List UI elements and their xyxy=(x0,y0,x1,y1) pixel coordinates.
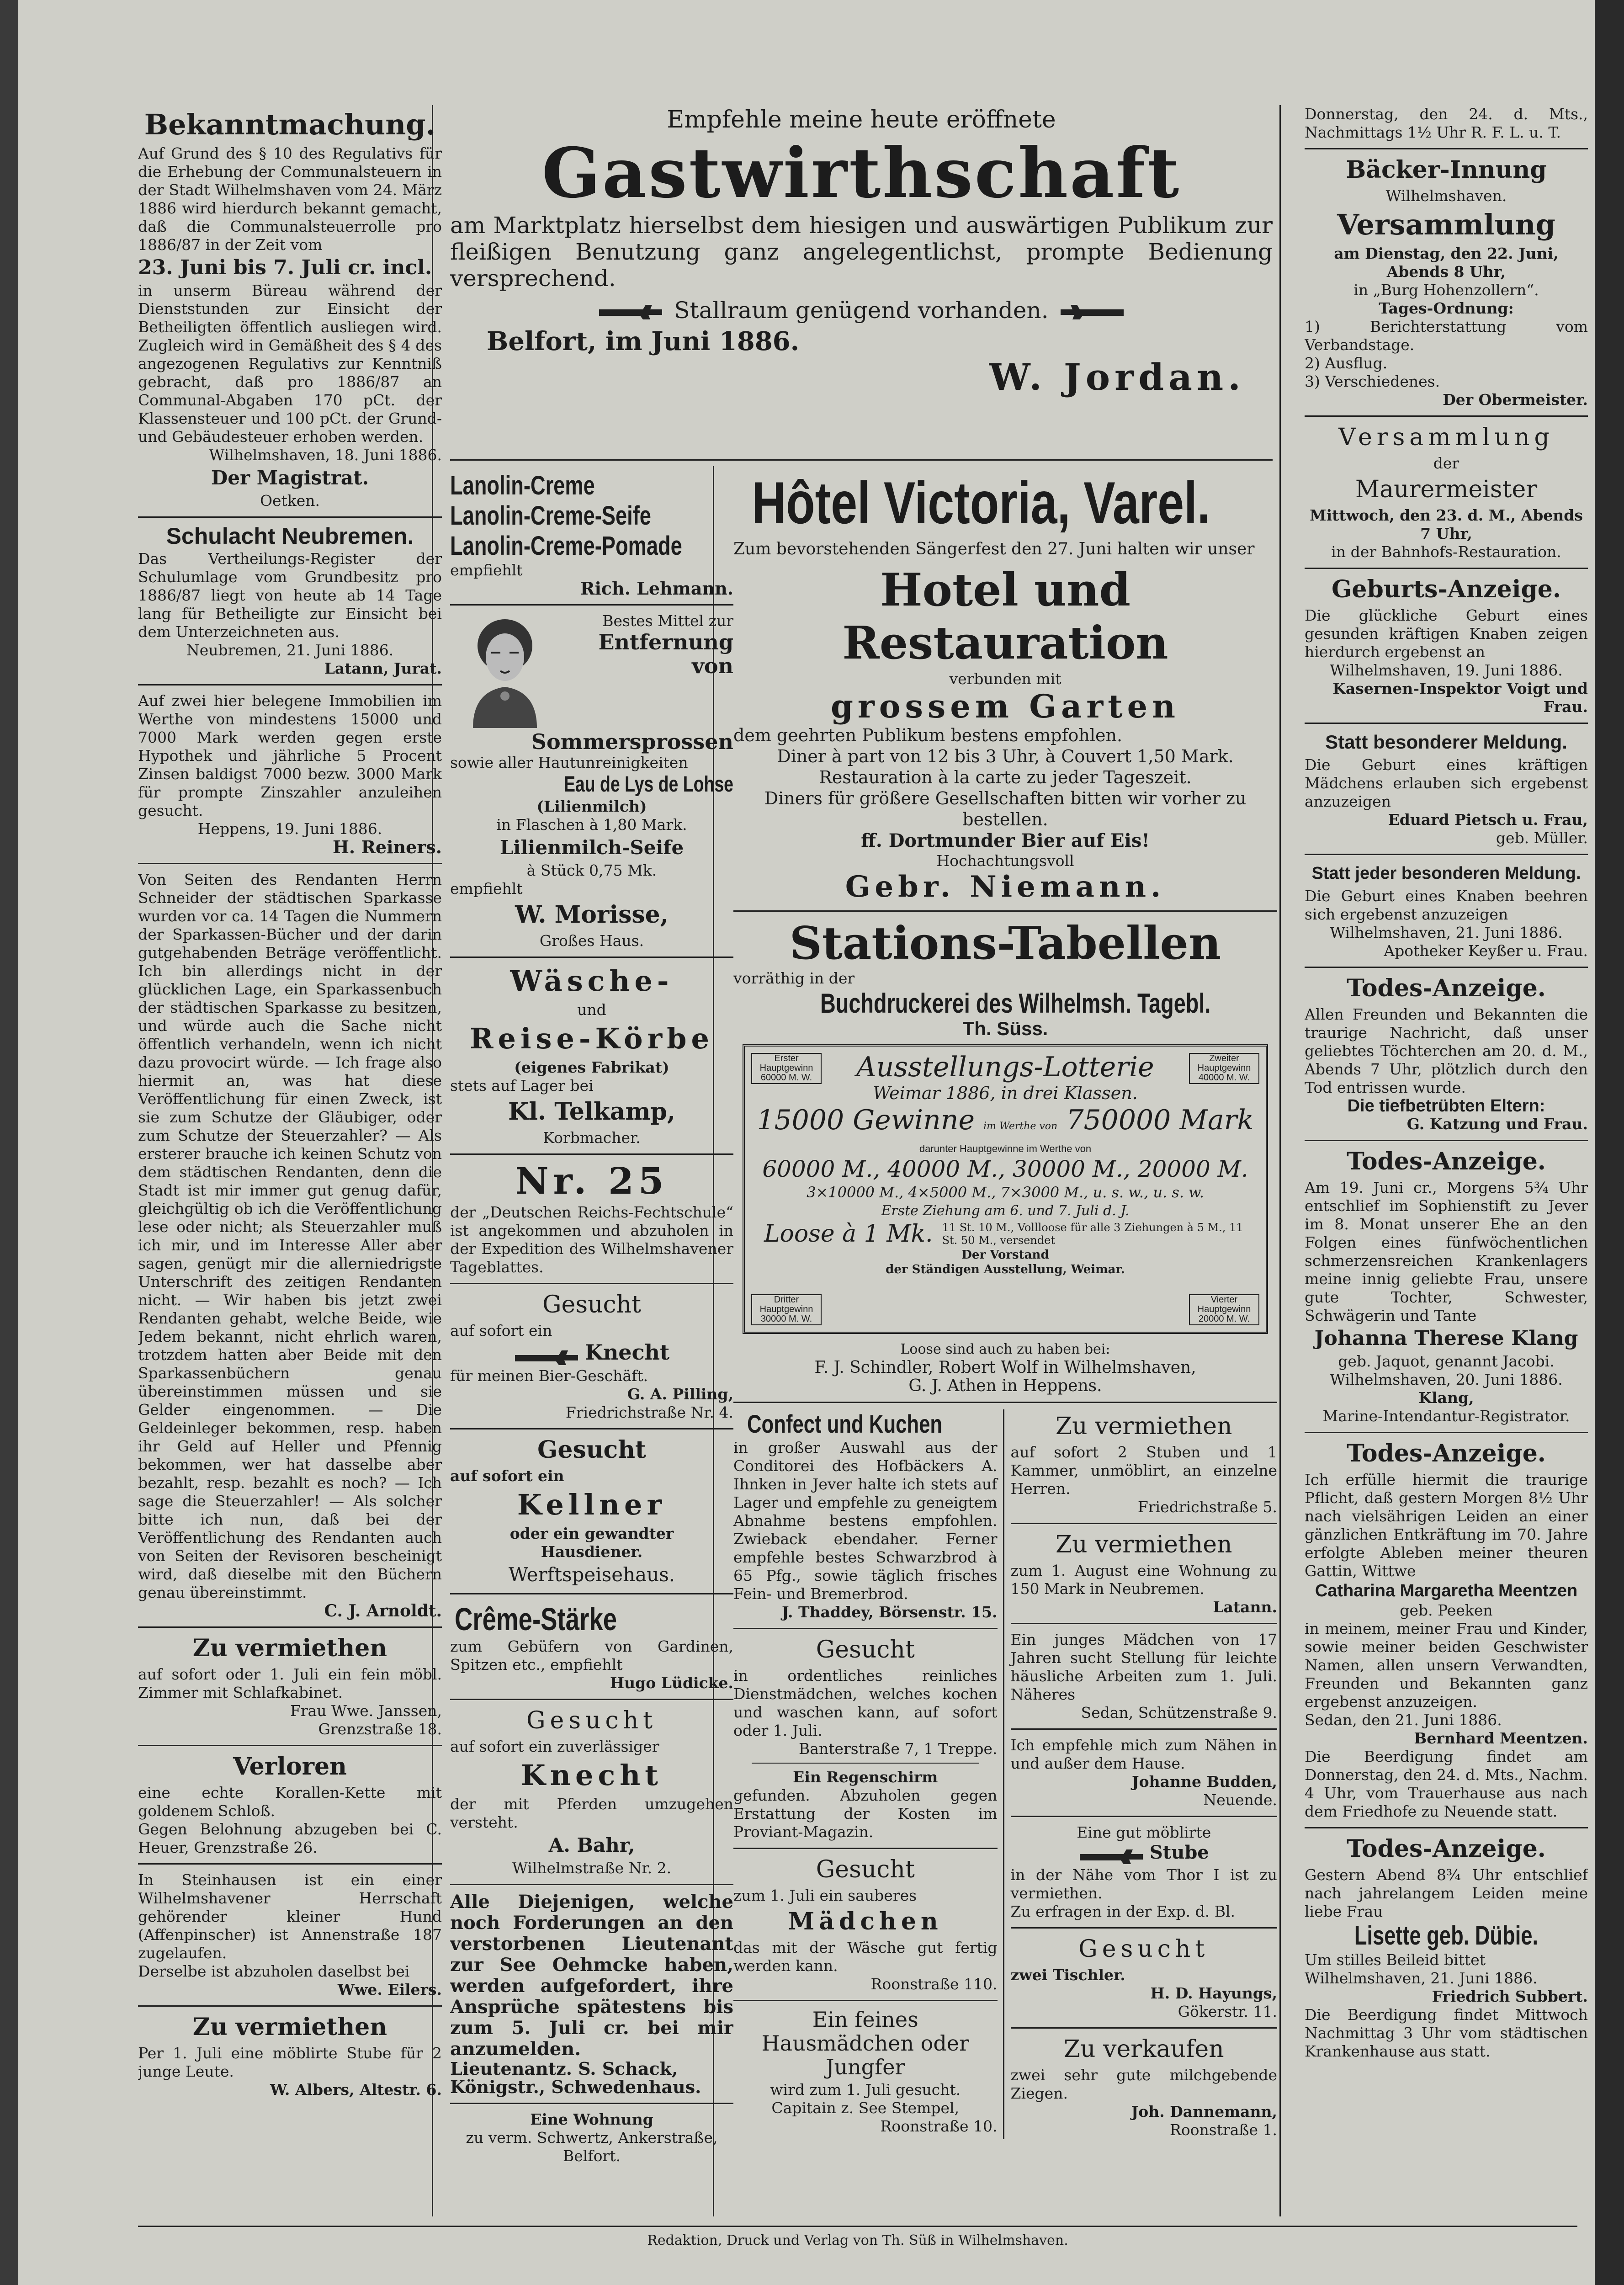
column-3-left xyxy=(733,1409,1004,2139)
gesucht-5-address: Roonstraße 110. xyxy=(870,1975,998,1993)
divider xyxy=(450,459,1273,461)
divider xyxy=(450,957,733,958)
hotel-restauration-title: Hotel und Restauration xyxy=(842,564,1168,670)
hund-text-2: Derselbe ist abzuholen daselbst bei xyxy=(138,1962,410,1980)
hauptgewinn-2-badge: Zweiter Hauptgewinn 40000 M. W. xyxy=(1189,1053,1259,1084)
todes-anzeige-1-signature: Die tiefbetrübten Eltern: xyxy=(1347,1096,1545,1116)
buchdruckerei: Buchdruckerei des Wilhelmsh. Tagebl. xyxy=(820,988,1211,1019)
loose-seller: F. J. Schindler, Robert Wolf in Wilhelmshaven, xyxy=(814,1358,1196,1377)
lanolin-empfiehlt: empfiehlt xyxy=(450,561,523,579)
tages-ordnung: Tages-Ordnung: xyxy=(1379,299,1514,317)
todes-anzeige-4-place: Wilhelmshaven, 21. Juni 1886. xyxy=(1305,1969,1538,1987)
obermeister-signature: Der Obermeister. xyxy=(1443,391,1588,409)
sparkasse-signature: C. J. Arnoldt. xyxy=(324,1601,442,1621)
werftspeisehaus: Werftspeisehaus. xyxy=(508,1563,675,1586)
divider xyxy=(1011,1816,1277,1817)
hotel-text-2: dem geehrten Publikum bestens empfohlen. xyxy=(733,725,1123,745)
maedchen: Mädchen xyxy=(788,1908,943,1935)
keysser-signature: Apotheker Keyßer u. Frau. xyxy=(1384,942,1588,960)
lotterie-ziehung: Erste Ziehung am 6. und 7. Juli d. J. xyxy=(881,1203,1130,1219)
gesucht-6-title: Gesucht xyxy=(1078,1935,1210,1963)
morisse-signature: W. Morisse, xyxy=(515,901,669,929)
statt-besonderer-meldung-text: Die Geburt eines kräftigen Mädchens erlauben sich ergebenst anzuzeigen xyxy=(1305,756,1588,810)
divider xyxy=(1305,1827,1588,1828)
morisse-address: Großes Haus. xyxy=(539,932,644,950)
zu-vermiethen-3-title: Zu vermiethen xyxy=(1056,1413,1232,1440)
eigenes-fabrikat: (eigenes Fabrikat) xyxy=(514,1058,669,1076)
divider xyxy=(1305,415,1588,417)
todes-anzeige-3-text-3: Die Beerdigung findet am Donnerstag, den 24. d. Mts., Nachm. 4 Uhr, vom Trauerhause aus nach dem Friedhofe zu Neuende statt. xyxy=(1305,1748,1588,1820)
verloren-title: Verloren xyxy=(233,1753,347,1780)
verloren-text: eine echte Korallen-Kette mit goldenem Schloß. xyxy=(138,1784,442,1820)
naehen-text: Ich empfehle mich zum Nähen in und außer dem Hause. xyxy=(1010,1736,1277,1772)
diner-text: Diner à part von 12 bis 3 Uhr, à Couvert 1,50 Mark. xyxy=(777,746,1234,766)
junges-maedchen-address: Sedan, Schützenstraße 9. xyxy=(1081,1704,1277,1722)
pointing-hand-icon xyxy=(514,1349,583,1367)
gesucht-6-address: Gökerstr. 11. xyxy=(1178,2002,1277,2020)
donnerstag-text: Donnerstag, den 24. d. Mts., Nachmittags 1½ Uhr R. F. L. u. T. xyxy=(1305,105,1588,141)
loose-seller-2: G. J. Athen in Heppens. xyxy=(908,1376,1102,1395)
zu-vermiethen-text: auf sofort oder 1. Juli ein fein möbl. Zimmer mit Schlafkabinet. xyxy=(138,1665,442,1701)
divider xyxy=(1011,1927,1277,1929)
seife-empfiehlt: empfiehlt xyxy=(450,880,523,898)
geburts-anzeige-signature: Kasernen-Inspektor Voigt und Frau. xyxy=(1332,680,1588,716)
stube-line xyxy=(1011,1842,1277,1866)
nr25-title: Nr. 25 xyxy=(515,1159,669,1202)
todes-anzeige-4-title: Todes-Anzeige. xyxy=(1347,1835,1546,1863)
hochachtungsvoll: Hochachtungsvoll xyxy=(936,852,1074,870)
hypothek-signature: H. Reiners. xyxy=(332,837,442,857)
lotterie-hauptgewinne: 60000 M., 40000 M., 30000 M., 20000 M. xyxy=(762,1156,1248,1182)
divider xyxy=(1305,854,1588,855)
divider xyxy=(1305,1432,1588,1433)
sparkasse-text: Von Seiten des Rendanten Herrn Schneider der städtischen Sparkasse wurden vor ca. 14 Tagen die Nummern der Sparkassen-Bücher und der darin gutgehabenden Beträge veröffentlicht. Ich bin allerdings nicht in der glücklichen Lage, ein Sparkassenbuch der städtischen Sparkasse zu besitzen, und würde auch die Sache nicht öffentlich verhandeln, wenn ich nicht dazu provocirt würde. — Ich frage also hiermit an, was hat diese Veröffentlichung für einen Zweck, ist sie zum Schutze der Gläubiger, oder zum Schutze der Steuerzahler? — Als ersterer brauche ich keinen Schutz von dem städtischen Rendanten, denn die Stadt ist mir immer gut genug dafür, gleichgültig ob ich die Veröffentlichung lese oder nicht; als Steuerzahler muß ich mir, und im Interesse Aller aber sagen, genügt mir die allerniedrigste Unterschrift des zeitigen Rendanten nicht. — Wir haben bis jetzt zwei Rendanten gehabt, welche Beide, wie Jedem bekannt, nicht ehrlich waren, trotzdem hatten aber Beide mit den Sparkassenbüchern genau übereinstimmen müssen und sie Gelder eingenommen. — Die Geldeinleger bekommen, resp. haben ihr Geld auf Heller und Pfennig bekommen, wer hat dasselbe aber bezahlt, resp. bezahlt es noch? — Ich sage die Steuerzahler! — Als solcher bitte ich nun, daß bei der Veröffentlichung des Rendanten auch von Seiten der Revisoren bescheinigt wird, daß dieselbe mit den Büchern genau übereinstimmt. xyxy=(138,871,442,1601)
geburts-anzeige-text: Die glückliche Geburt eines gesunden kräftigen Knaben zeigen hierdurch ergebenst an xyxy=(1305,606,1588,661)
zu-verkaufen-signature: Joh. Dannemann, xyxy=(1131,2102,1277,2120)
regenschirm-text: gefunden. Abzuholen gegen Erstattung der Kosten im Proviant-Magazin. xyxy=(733,1786,998,1841)
todes-anzeige-1-title: Todes-Anzeige. xyxy=(1347,974,1546,1002)
niemann-signature: Gebr. Niemann. xyxy=(845,870,1166,904)
divider xyxy=(1011,1623,1277,1624)
seife-price: à Stück 0,75 Mk. xyxy=(526,861,657,879)
lotterie-vorstand-2: der Ständigen Ausstellung, Weimar. xyxy=(886,1263,1125,1276)
column-3 xyxy=(733,471,1277,2221)
hautunreinigkeiten: sowie aller Hautunreinigkeiten xyxy=(450,754,688,771)
bahr-signature: A. Bahr, xyxy=(548,1833,635,1856)
versammlung-der: der xyxy=(1433,454,1459,472)
grossem-garten: grossem Garten xyxy=(830,687,1180,725)
divider xyxy=(1305,148,1588,149)
divider xyxy=(138,684,442,686)
divider xyxy=(1011,1523,1277,1524)
pointing-hand-left-icon xyxy=(1056,303,1125,321)
gesucht-6-text: zwei Tischler. xyxy=(1010,1966,1125,1984)
lotterie-box xyxy=(743,1044,1268,1334)
gesucht-1-title: Gesucht xyxy=(542,1291,641,1318)
lotterie-vorstand: Der Vorstand xyxy=(961,1248,1049,1262)
kellner: Kellner xyxy=(517,1488,667,1521)
confect-text: in großer Auswahl aus der Conditorei des Hofbäckers A. Ihnken in Jever halte ich stets auf Lager und empfehle zu geneigtem Abnahme bestens empfohlen. Zwieback ebendaher. Ferner empfehle bestes Schwarzbrod à 65 Pfg., sowie täglich frisches Fein- und Bremerbrod. xyxy=(733,1439,998,1603)
naehen-signature: Johanne Budden, xyxy=(1132,1773,1277,1791)
divider xyxy=(1305,723,1588,724)
stallraum-line xyxy=(450,294,1273,326)
geburts-anzeige-title: Geburts-Anzeige. xyxy=(1332,575,1561,603)
stube-text-3: Zu erfragen in der Exp. d. Bl. xyxy=(1010,1902,1235,1920)
magistrat-name: Oetken. xyxy=(260,492,320,510)
gesucht-5-text-2: das mit der Wäsche gut fertig werden kann. xyxy=(733,1939,998,1975)
korbmacher: Korbmacher. xyxy=(543,1129,641,1147)
todes-anzeige-4-text-3: Die Beerdigung findet Mittwoch Nachmittag 3 Uhr vom städtischen Krankenhause aus statt. xyxy=(1305,2006,1588,2060)
klang-signature: Klang, xyxy=(1418,1389,1474,1407)
knecht-line xyxy=(450,1340,733,1367)
zu-vermiethen-4-signature: Latann. xyxy=(1213,1598,1277,1616)
hausmaedchen-signature: Capitain z. See Stempel, xyxy=(771,2099,960,2117)
lotterie-weimar: Weimar 1886, in drei Klassen. xyxy=(873,1083,1138,1103)
divider xyxy=(450,1283,733,1284)
versammlung-title: Versammlung xyxy=(1337,208,1555,241)
gesucht-1-text: auf sofort ein xyxy=(450,1322,552,1339)
gesucht-5-title: Gesucht xyxy=(816,1856,915,1883)
creme-staerke: Crême-Stärke xyxy=(455,1601,617,1637)
hausdiener: Hausdiener. xyxy=(541,1542,643,1561)
bekanntmachung-date: 23. Juni bis 7. Juli cr. incl. xyxy=(138,256,432,279)
schulacht-title: Schulacht Neubremen. xyxy=(166,523,414,549)
lotterie-im-werthe: im Werthe von xyxy=(983,1121,1058,1132)
lotterie-darunter: darunter Hauptgewinne im Werthe von xyxy=(919,1143,1092,1154)
gastwirthschaft-text: am Marktplatz hierselbst dem hiesigen und auswärtigen Publikum zur fleißigen Benutzung ganz angelegentlichst, prompte Bedienung versprechend. xyxy=(450,212,1273,292)
divider xyxy=(733,1402,1277,1403)
bekanntmachung-place: Wilhelmshaven, 18. Juni 1886. xyxy=(209,446,442,464)
zu-vermiethen-2-signature: W. Albers, Altestr. 6. xyxy=(270,2081,442,2099)
gesucht-1-signature: G. A. Pilling, xyxy=(627,1385,733,1403)
column-4 xyxy=(1305,105,1588,2221)
pietsch-signature-2: geb. Müller. xyxy=(1496,829,1588,847)
todes-anzeige-3-text-2: in meinem, meiner Frau und Kinder, sowie meiner beiden Geschwister Namen, allen unsern Verwandten, Freunden und Bekannten ganz ergebenst anzuzeigen. xyxy=(1305,1620,1588,1711)
gesucht-4-text: in ordentliches reinliches Dienstmädchen, welches kochen und waschen kann, auf sofort oder 1. Juli. xyxy=(733,1667,998,1739)
knecht-1: Knecht xyxy=(584,1340,670,1365)
geburts-anzeige-place: Wilhelmshaven, 19. Juni 1886. xyxy=(1330,661,1563,679)
lanolin-creme: Lanolin-Creme xyxy=(450,471,595,500)
hund-text: In Steinhausen ist ein einer Wilhelmshavener Herrschaft gehörender kleiner Hund (Affenpinscher) ist Annenstraße 187 zugelaufen. xyxy=(138,1871,442,1962)
zu-vermiethen-address: Grenzstraße 18. xyxy=(318,1720,442,1738)
meentzen-name: Catharina Margaretha Meentzen xyxy=(1315,1581,1578,1600)
pointing-hand-icon xyxy=(1079,1848,1147,1866)
divider xyxy=(733,1848,998,1849)
creme-signature: Hugo Lüdicke. xyxy=(610,1674,733,1692)
gesucht-1-address: Friedrichstraße Nr. 4. xyxy=(565,1403,733,1421)
divider xyxy=(138,863,442,864)
statt-jeder-meldung-title: Statt jeder besonderen Meldung. xyxy=(1311,864,1581,883)
pietsch-signature: Eduard Pietsch u. Frau, xyxy=(1388,811,1588,829)
divider xyxy=(138,516,442,518)
wohnung-text: zu verm. Schwertz, Ankerstraße, Belfort. xyxy=(466,2128,718,2165)
gesucht-3-title: Gesucht xyxy=(526,1706,657,1734)
gastwirthschaft-intro: Empfehle meine heute eröffnete xyxy=(667,106,1056,133)
divider xyxy=(1305,967,1588,968)
divider xyxy=(450,1593,733,1594)
divider xyxy=(733,1628,998,1629)
footer-imprint: Redaktion, Druck und Verlag von Th. Süß in Wilhelmshaven. xyxy=(647,2232,1068,2248)
versammlung-text-2: in „Burg Hohenzollern“. xyxy=(1353,281,1539,299)
klang-name-2: geb. Jaquot, genannt Jacobi. xyxy=(1338,1352,1555,1370)
waesche-title: Wäsche- xyxy=(510,964,674,998)
lotterie-vollloose: 11 St. 10 M., Vollloose für alle 3 Ziehungen à 5 M., 11 St. 50 M., versendet xyxy=(942,1221,1243,1247)
alle-diejenigen-text: Alle Diejenigen, welche noch Forderungen an den verstorbenen Lieutenant zur See Oehmcke haben, werden aufgefordert, ihre Ansprüche spätestens bis zum 5. Juli cr. bei mir anzumelden. xyxy=(450,1891,733,2060)
divider xyxy=(138,1626,442,1628)
versammlung-2-title: Versammlung xyxy=(1338,424,1554,451)
telkamp-signature: Kl. Telkamp, xyxy=(508,1098,675,1126)
stube: Stube xyxy=(1149,1842,1209,1863)
column-1 xyxy=(138,105,442,2221)
stube-text-2: in der Nähe vom Thor I ist zu vermiethen. xyxy=(1010,1865,1277,1902)
creme-text: zum Gebüfern von Gardinen, Spitzen etc., empfiehlt xyxy=(450,1637,733,1674)
statt-jeder-meldung-text: Die Geburt eines Knaben beehren sich ergebenst anzuzeigen xyxy=(1305,887,1588,923)
hypothek-place: Heppens, 19. Juni 1886. xyxy=(197,820,382,838)
zu-vermiethen-signature: Frau Wwe. Janssen, xyxy=(290,1702,442,1720)
zu-vermiethen-4-title: Zu vermiethen xyxy=(1056,1531,1232,1558)
tages-ordnung-1: 1) Berichterstattung vom Verbandstage. xyxy=(1305,318,1588,354)
jordan-signature: W. Jordan. xyxy=(989,356,1245,399)
todes-anzeige-2-place: Wilhelmshaven, 20. Juni 1886. xyxy=(1330,1371,1563,1388)
divider xyxy=(1011,2027,1277,2029)
hauptgewinn-3-badge: Dritter Hauptgewinn 30000 M. W. xyxy=(751,1294,822,1325)
todes-anzeige-1-signature-2: G. Katzung und Frau. xyxy=(1406,1115,1588,1133)
footer-rule xyxy=(138,2226,1577,2227)
zu-verkaufen-address: Roonstraße 1. xyxy=(1169,2120,1277,2139)
lotterie-gewinne xyxy=(750,1104,1260,1142)
lotterie-loose: Loose à 1 Mk. xyxy=(764,1220,933,1248)
regenschirm-title: Ein Regenschirm xyxy=(793,1768,938,1786)
lotterie-title: Ausstellungs-Lotterie xyxy=(856,1051,1154,1083)
confect-signature: J. Thaddey, Börsenstr. 15. xyxy=(782,1603,998,1621)
gesucht-3-text: auf sofort ein zuverlässiger xyxy=(450,1737,659,1755)
divider xyxy=(138,1745,442,1746)
loose-zu-haben: Loose sind auch zu haben bei: xyxy=(900,1341,1110,1357)
klang-signature-2: Marine-Intendantur-Registrator. xyxy=(1322,1407,1570,1425)
hund-signature: Wwe. Eilers. xyxy=(337,1981,442,1998)
gesucht-2-title: Gesucht xyxy=(537,1435,647,1464)
lotterie-kleine-gewinne: 3×10000 M., 4×5000 M., 7×3000 M., u. s. w., u. s. w. xyxy=(807,1184,1204,1201)
magistrat-signature: Der Magistrat. xyxy=(211,467,369,489)
schulacht-signature: Latann, Jurat. xyxy=(324,659,442,677)
naehen-address: Neuende. xyxy=(1203,1791,1277,1809)
hotel-text: Zum bevorstehenden Sängerfest den 27. Juni halten wir unser xyxy=(733,540,1255,558)
maurermeister-text: Mittwoch, den 23. d. M., Abends 7 Uhr, xyxy=(1310,506,1583,542)
gesucht-5-text: zum 1. Juli ein sauberes xyxy=(733,1886,917,1904)
verbunden-mit: verbunden mit xyxy=(949,670,1061,688)
divider xyxy=(1305,568,1588,569)
gesucht-1-text-2: für meinen Bier-Geschäft. xyxy=(450,1366,648,1385)
lilienmilch-seife: Lilienmilch-Seife xyxy=(499,836,684,859)
divider xyxy=(450,1884,733,1885)
lanolin-creme-pomade: Lanolin-Creme-Pomade xyxy=(450,531,682,561)
lanolin-signature: Rich. Lehmann. xyxy=(580,578,733,599)
divider xyxy=(450,1153,733,1155)
hausmaedchen-address: Roonstraße 10. xyxy=(880,2117,998,2135)
subbert-signature: Friedrich Subbert. xyxy=(1432,1987,1588,2005)
zu-verkaufen-text: zwei sehr gute milchgebende Ziegen. xyxy=(1010,2066,1277,2102)
column-3-right xyxy=(1004,1409,1277,2139)
stations-tabellen-title: Stations-Tabellen xyxy=(789,917,1221,970)
gesucht-4-title: Gesucht xyxy=(816,1636,915,1663)
column-2 xyxy=(450,471,733,2221)
eau-price: in Flaschen à 1,80 Mark. xyxy=(496,816,687,834)
junges-maedchen-text: Ein junges Mädchen von 17 Jahren sucht Stellung für leichte häusliche Arbeiten zum 1. Juli. Näheres xyxy=(1010,1631,1277,1703)
lotterie-mark: 750000 Mark xyxy=(1066,1104,1254,1136)
statt-besonderer-meldung-title: Statt besonderer Meldung. xyxy=(1325,731,1567,753)
hausmaedchen-title: Ein feines Hausmädchen oder Jungfer xyxy=(761,2007,969,2079)
gesucht-6-signature: H. D. Hayungs, xyxy=(1150,1984,1277,2002)
reisekoerbe-title: Reise-Körbe xyxy=(470,1022,714,1055)
wohnung-title: Eine Wohnung xyxy=(530,2110,653,2128)
gastwirthschaft-title: Gastwirthschaft xyxy=(541,133,1181,213)
divider xyxy=(733,2000,998,2001)
tages-ordnung-2: 2) Ausflug. xyxy=(1305,354,1388,372)
bekanntmachung-text: Auf Grund des § 10 des Regulativs für die Erhebung der Communalsteuern in der Stadt Wilhelmshaven vom 24. März 1886 wird hierdurch bekannt gemacht, daß die Communalsteuerrolle pro 1886/87 in der Zeit vom xyxy=(138,144,442,254)
meentzen-name-2: geb. Peeken xyxy=(1400,1601,1493,1619)
nr25-text: der „Deutschen Reichs-Fechtschule“ ist angekommen und abzuholen in der Expedition des Wilhelmshavener Tageblattes. xyxy=(450,1203,733,1276)
baecker-innung-title: Bäcker-Innung xyxy=(1346,156,1547,184)
divider xyxy=(733,910,1277,912)
diners-text: Diners für größere Gesellschaften bitten wir vorher zu bestellen. xyxy=(764,788,1247,829)
bahr-address: Wilhelmstraße Nr. 2. xyxy=(512,1859,672,1877)
suess: Th. Süss. xyxy=(962,1018,1048,1039)
todes-anzeige-3-title: Todes-Anzeige. xyxy=(1347,1440,1546,1467)
maurermeister-title: Maurermeister xyxy=(1355,476,1538,503)
stallraum-text: Stallraum genügend vorhanden. xyxy=(674,297,1049,324)
woman-portrait-icon xyxy=(464,614,546,728)
stations-text: vorräthig in der xyxy=(733,969,855,987)
schack-signature: Lieutenantz. S. Schack, xyxy=(450,2058,678,2079)
stube-text: Eine gut möblirte xyxy=(1077,1823,1211,1841)
bekanntmachung-text-2: in unserm Büreau während der Dienststunden zur Einsicht der Betheiligten öffentlich ausliegen wird. Zugleich wird in Gemäßheit des § 4 des angezogenen Regulativs zur Kenntniß gebracht, daß pro 1886/87 an Communal-Abgaben 170 pCt. der Klassensteuer und 100 pCt. der Grund- und Gebäudesteuer erhoben werden. xyxy=(138,282,442,446)
todes-anzeige-3-place: Sedan, den 21. Juni 1886. xyxy=(1305,1711,1502,1729)
gesucht-2-text: auf sofort ein xyxy=(450,1467,564,1485)
zu-vermiethen-3-address: Friedrichstraße 5. xyxy=(1137,1498,1277,1516)
waesche-und: und xyxy=(577,1001,606,1019)
divider xyxy=(138,2005,442,2007)
zu-vermiethen-title: Zu vermiethen xyxy=(192,1634,387,1662)
hauptgewinn-1-badge: Erster Hauptgewinn 60000 M. W. xyxy=(751,1053,822,1084)
tages-ordnung-3: 3) Verschiedenes. xyxy=(1305,372,1440,390)
divider xyxy=(138,1863,442,1865)
newspaper-page xyxy=(18,0,1595,2285)
hotel-victoria-title: Hôtel Victoria, Varel. xyxy=(752,471,1210,536)
lotterie-loose-row xyxy=(764,1220,1260,1248)
page-edge xyxy=(1595,0,1624,2285)
gastwirthschaft-ad xyxy=(450,105,1273,466)
todes-anzeige-4-text: Gestern Abend 8¾ Uhr entschlief nach jahrelangem Leiden meine liebe Frau xyxy=(1305,1866,1588,1920)
statt-jeder-meldung-place: Wilhelmshaven, 21. Juni 1886. xyxy=(1330,924,1563,941)
verloren-text-2: Gegen Belohnung abzugeben bei C. Heuer, Grenzstraße 26. xyxy=(138,1820,442,1856)
hauptgewinn-4-badge: Vierter Hauptgewinn 20000 M. W. xyxy=(1189,1294,1259,1325)
schack-address: Königstr., Schwedenhaus. xyxy=(450,2076,701,2097)
schulacht-text: Das Vertheilungs-Register der Schulumlage vom Grundbesitz pro 1886/87 liegt von heute ab 14 Tage lang für Betheiligte zur Einsicht bei dem Unterzeichneten aus. xyxy=(138,550,442,641)
divider xyxy=(752,1763,979,1764)
lotterie-gewinne-count: 15000 Gewinne xyxy=(757,1104,975,1136)
confect-title: Confect und Kuchen xyxy=(747,1409,943,1438)
lanolin-creme-seife: Lanolin-Creme-Seife xyxy=(450,501,651,531)
hausmaedchen-text: wird zum 1. Juli gesucht. xyxy=(770,2081,961,2099)
bekanntmachung-title: Bekanntmachung. xyxy=(144,108,436,141)
knecht-2: Knecht xyxy=(521,1758,663,1792)
hypothek-text: Auf zwei hier belegene Immobilien im Werthe von mindestens 15000 und 7000 Mark werden gegen erste Hypothek und jährliche 5 Procent Zinsen baldigst 7000 bezw. 3000 Mark für prompte Zinszahler anzuleihen gesucht. xyxy=(138,692,442,819)
gesucht-4-address: Banterstraße 7, 1 Treppe. xyxy=(799,1740,998,1758)
todes-anzeige-3-text: Ich erfülle hiermit die traurige Pflicht, daß gestern Morgen 8½ Uhr nach vielsährigen Leiden an einer gänzlichen Entkräftung im 70. Jahre erfolgte Ableben meiner theuren Gattin, Wittwe xyxy=(1305,1471,1588,1580)
zu-vermiethen-3-text: auf sofort 2 Stuben und 1 Kammer, unmöblirt, an einzelne Herren. xyxy=(1010,1443,1277,1498)
sommersprossen-title: Entfernung von Sommersprossen xyxy=(531,630,733,754)
todes-anzeige-2-text: Am 19. Juni cr., Morgens 5¾ Uhr entschlief im Sophienstift zu Jever im 8. Monat unserer Ehe an den Folgen eines fünfwöchentlichen schmerzensreichen Krankenlagers meine innig geliebte Frau, unsere gute Tochter, Schwester, Schwägerin und Tante xyxy=(1305,1179,1588,1324)
gesucht-3-text-2: der mit Pferden umzugehen versteht. xyxy=(450,1795,733,1831)
baecker-innung-place: Wilhelmshaven. xyxy=(1385,187,1507,205)
stets-auf-lager: stets auf Lager bei xyxy=(450,1077,594,1095)
zu-vermiethen-4-text: zum 1. August eine Wohnung zu 150 Mark in Neubremen. xyxy=(1010,1562,1277,1598)
schulacht-place: Neubremen, 21. Juni 1886. xyxy=(186,641,394,659)
divider xyxy=(1305,1140,1588,1141)
divider xyxy=(450,2103,733,2104)
todes-anzeige-1-text: Allen Freunden und Bekannten die traurige Nachricht, daß unser geliebtes Töchterchen am 20. d. M., Abends 7 Uhr, plötzlich durch den Tod entrissen wurde. xyxy=(1305,1005,1588,1096)
restauration-text: Restauration à la carte zu jeder Tageszeit. xyxy=(819,767,1192,787)
divider xyxy=(450,604,733,606)
bestes-mittel: Bestes Mittel zur xyxy=(602,612,733,630)
dortmunder-bier: ff. Dortmunder Bier auf Eis! xyxy=(861,830,1150,851)
eau-de-lys: Eau de Lys de Lohse xyxy=(563,772,733,797)
duebie-name: Lisette geb. Dübie. xyxy=(1354,1921,1539,1950)
column-rule xyxy=(1279,105,1281,2216)
column-3-bottom xyxy=(733,1409,1277,2139)
klang-name: Johanna Therese Klang xyxy=(1314,1327,1578,1350)
zu-vermiethen-2-text: Per 1. Juli eine möblirte Stube für 2 junge Leute. xyxy=(138,2044,442,2080)
todes-anzeige-4-text-2: Um stilles Beileid bittet xyxy=(1305,1951,1486,1969)
gesucht-2-text-2: oder ein gewandter xyxy=(509,1524,674,1542)
divider xyxy=(450,1699,733,1700)
belfort-date: Belfort, im Juni 1886. xyxy=(487,326,800,356)
pointing-hand-icon xyxy=(598,303,667,321)
todes-anzeige-2-title: Todes-Anzeige. xyxy=(1347,1148,1546,1175)
meentzen-signature: Bernhard Meentzen. xyxy=(1414,1729,1588,1747)
zu-verkaufen-title: Zu verkaufen xyxy=(1063,2035,1224,2063)
versammlung-text: am Dienstag, den 22. Juni, Abends 8 Uhr, xyxy=(1334,244,1559,281)
maurermeister-text-2: in der Bahnhofs-Restauration. xyxy=(1331,543,1561,561)
divider xyxy=(450,1428,733,1429)
lilienmilch: (Lilienmilch) xyxy=(536,797,647,815)
divider xyxy=(1011,1728,1277,1730)
zu-vermiethen-2-title: Zu vermiethen xyxy=(192,2013,387,2041)
